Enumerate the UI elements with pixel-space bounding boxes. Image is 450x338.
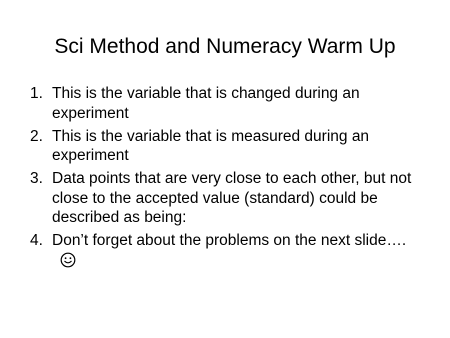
item-number: 2. <box>30 127 43 145</box>
item-number: 4. <box>30 232 43 249</box>
item-text: This is the variable that is measured during an experiment <box>52 127 370 164</box>
item-number: 3. <box>30 170 43 187</box>
list-item-3 <box>30 169 430 228</box>
item-text-wrapper <box>52 231 430 273</box>
list-item-1 <box>30 84 430 123</box>
item-text: Don’t forget about the problems on the next slide…. <box>52 232 407 249</box>
list-item-4 <box>30 231 430 273</box>
smiley-face-icon <box>60 252 76 274</box>
item-number: 1. <box>30 85 43 102</box>
item-text: This is the variable that is changed during an experiment <box>52 85 360 122</box>
question-list <box>30 84 430 277</box>
item-text: Data points that are very close to each other, but not close to the accepted value (standard) could be described as being: <box>52 170 412 226</box>
slide-title: Sci Method and Numeracy Warm Up <box>54 35 396 58</box>
list-item-2 <box>30 127 430 166</box>
